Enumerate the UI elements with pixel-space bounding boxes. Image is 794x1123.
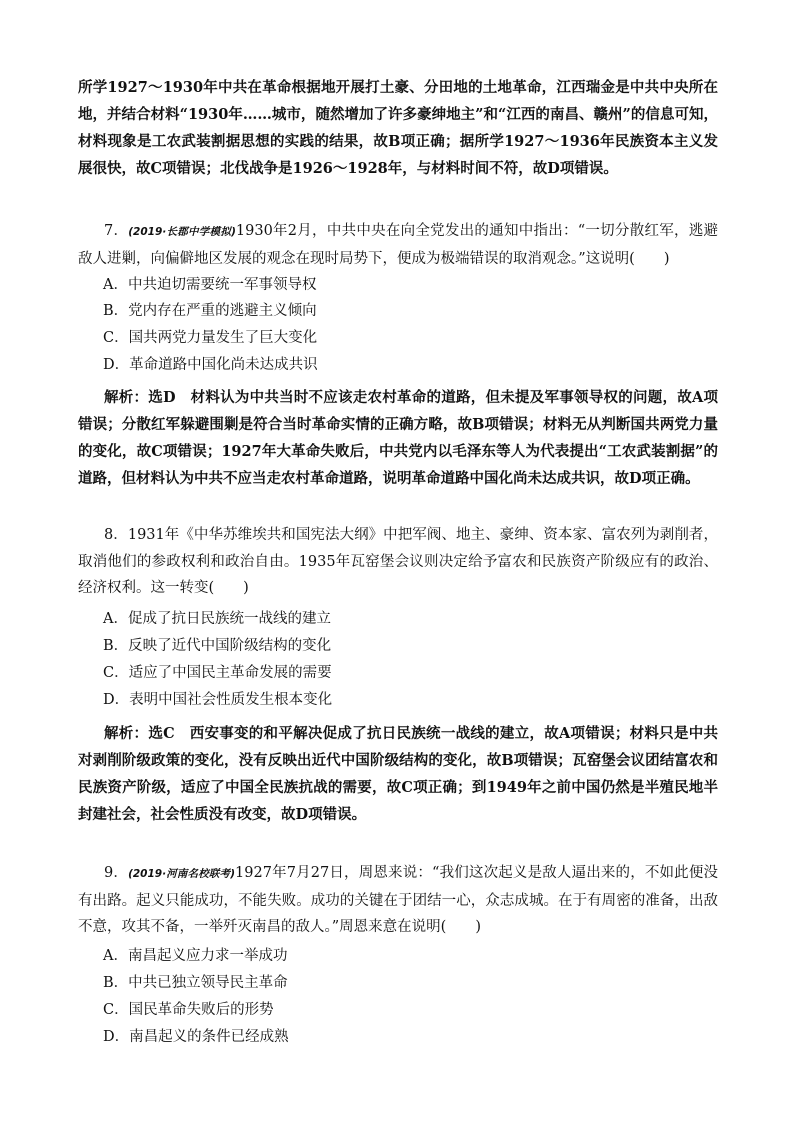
question-7-analysis [78,384,718,492]
question-8-option-b: B．反映了近代中国阶级结构的变化 [103,638,332,654]
question-8-option-c: C．适应了中国民主革命发展的需要 [103,665,332,681]
question-8-analysis-text: 西安事变的和平解决促成了抗日民族统一战线的建立，故A项错误；材料只是中共对剥削阶级政策的变化，没有反映出近代中国阶级结构的变化，故B项错误；瓦窑堡会议团结富农和民族资产阶级，适应了中国全民族抗战的需要，故C项正确；到1949年之前中国仍然是半殖民地半封建社会，社会性质没有改变，故D项错误。 [78,725,718,823]
question-7-number: 7． [104,223,129,239]
question-7-source: (2019·长郡中学模拟) [128,226,236,238]
question-9-option-b: B．中共已独立领导民主革命 [103,975,288,991]
question-8-option-a: A．促成了抗日民族统一战线的建立 [103,611,331,627]
question-9-option-c: C．国民革命失败后的形势 [103,1002,274,1018]
question-7-stem [78,218,718,272]
question-9-option-a: A．南昌起义应力求一举成功 [103,948,288,964]
intro-analysis: 所学1927～1930年中共在革命根据地开展打土豪、分田地的土地革命，江西瑞金是中共中央所在地，并结合材料“1930年……城市，随然增加了许多豪绅地主”和“江西的南昌、赣州”的信息可知，材料现象是工农武装割据思想的实践的结果，故B项正确；据所学1927～1936年民族资本主义发展很快，故C项错误；北伐战争是1926～1928年，与材料时间不符，故D项错误。 [78,79,718,177]
question-7-option-a: A．中共迫切需要统一军事领导权 [103,277,317,293]
question-8-analysis [78,720,718,828]
question-8-option-d: D．表明中国社会性质发生根本变化 [103,692,333,708]
question-9-text: 1927年7月27日，周恩来说：“我们这次起义是敌人逼出来的，不如此便没有出路。起义只能成功，不能失败。成功的关键在于团结一心，众志成城。在于有周密的准备，出敌不意，攻其不备，一举歼灭南昌的敌人。”周恩来意在说明( ) [78,865,719,935]
question-8-answer: 解析：选C [104,725,175,742]
question-7-option-c: C．国共两党力量发生了巨大变化 [103,330,318,346]
question-7-answer: 解析：选D [104,389,176,406]
question-8-number: 8． [104,527,128,543]
question-8-text: 1931年《中华苏维埃共和国宪法大纲》中把军阀、地主、豪绅、资本家、富农列为剥削者，取消他们的参政权利和政治自由。1935年瓦窑堡会议则决定给予富农和民族资产阶级应有的政治、经济权利。这一转变( ) [78,527,718,596]
question-9-stem [78,860,718,941]
question-9-number: 9． [104,865,129,881]
question-9-option-d: D．南昌起义的条件已经成熟 [103,1029,289,1045]
question-8-stem [78,522,718,602]
question-7-text: 1930年2月，中共中央在向全党发出的通知中指出：“一切分散红军，逃避敌人进剿，向偏僻地区发展的观念在现时局势下，便成为极端错误的取消观念。”这说明( ) [78,223,718,267]
question-7-analysis-text: 材料认为中共当时不应该走农村革命的道路，但未提及军事领导权的问题，故A项错误；分散红军躲避围剿是符合当时革命实情的正确方略，故B项错误；材料无从判断国共两党力量的变化，故C项错误；1927年大革命失败后，中共党内以毛泽东等人为代表提出“工农武装割据”的道路，但材料认为中共不应当走农村革命道路，说明革命道路中国化尚未达成共识，故D项正确。 [78,389,719,487]
question-7-option-d: D．革命道路中国化尚未达成共识 [103,357,318,373]
question-9-source: (2019·河南名校联考) [128,868,236,880]
question-7-option-b: B．党内存在严重的逃避主义倾向 [103,303,317,319]
